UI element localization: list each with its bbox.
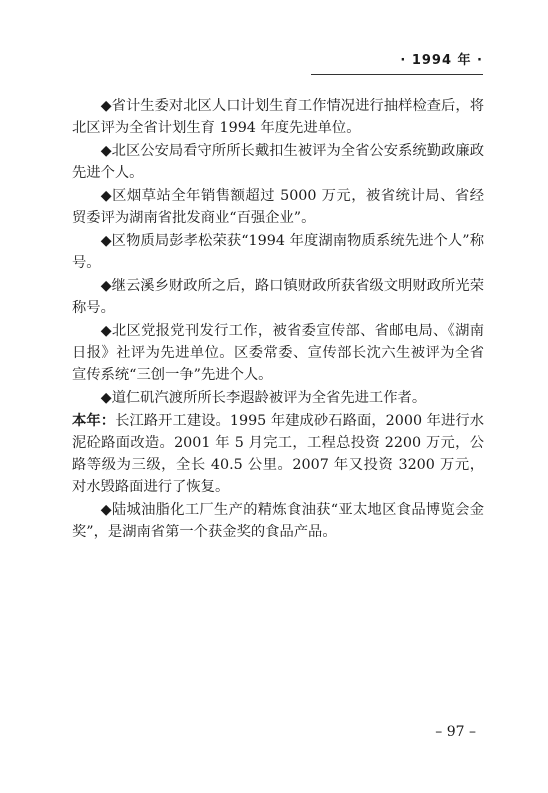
year-text: 长江路开工建设。1995 年建成砂石路面，2000 年进行水泥砼路面改造。2001 年 5 月完工，工程总投资 2200 万元，公路等级为三级，全长 40.5 公里。2007 年又投资 3200 万元，对水毁路面进行了恢复。 [72,413,485,495]
header-title: · 1994 年 · [400,53,483,68]
paragraph: ◆北区党报党刊发行工作，被省委宣传部、省邮电局、《湖南日报》社评为先进单位。区委常委、宣传部长沈六生被评为全省宣传系统“三创一争”先进个人。 [72,323,484,383]
paragraph: ◆区烟草站全年销售额超过 5000 万元，被省统计局、省经贸委评为湖南省批发商业“百强企业”。 [72,188,484,226]
paragraph: ◆道仁矶汽渡所所长李遐龄被评为全省先进工作者。 [100,390,427,406]
year-lead: 本年： [72,413,116,429]
paragraph: ◆继云溪乡财政所之后，路口镇财政所获省级文明财政所光荣称号。 [72,278,484,316]
header-rule [311,74,483,75]
page-content [72,95,484,544]
page-number: – 97 – [435,724,476,740]
year-paragraph [72,410,484,498]
paragraph: ◆陆城油脂化工厂生产的精炼食油获“亚太地区食品博览会金奖”，是湖南省第一个获金奖的食品产品。 [72,502,484,540]
paragraph: ◆省计生委对北区人口计划生育工作情况进行抽样检查后，将北区评为全省计划生育 1994 年度先进单位。 [72,98,484,136]
running-header [311,49,483,79]
paragraph: ◆北区公安局看守所所长戴扣生被评为全省公安系统勤政廉政先进个人。 [72,143,484,181]
paragraph: ◆区物质局彭孝松荣获“1994 年度湖南物质系统先进个人”称号。 [72,233,484,271]
